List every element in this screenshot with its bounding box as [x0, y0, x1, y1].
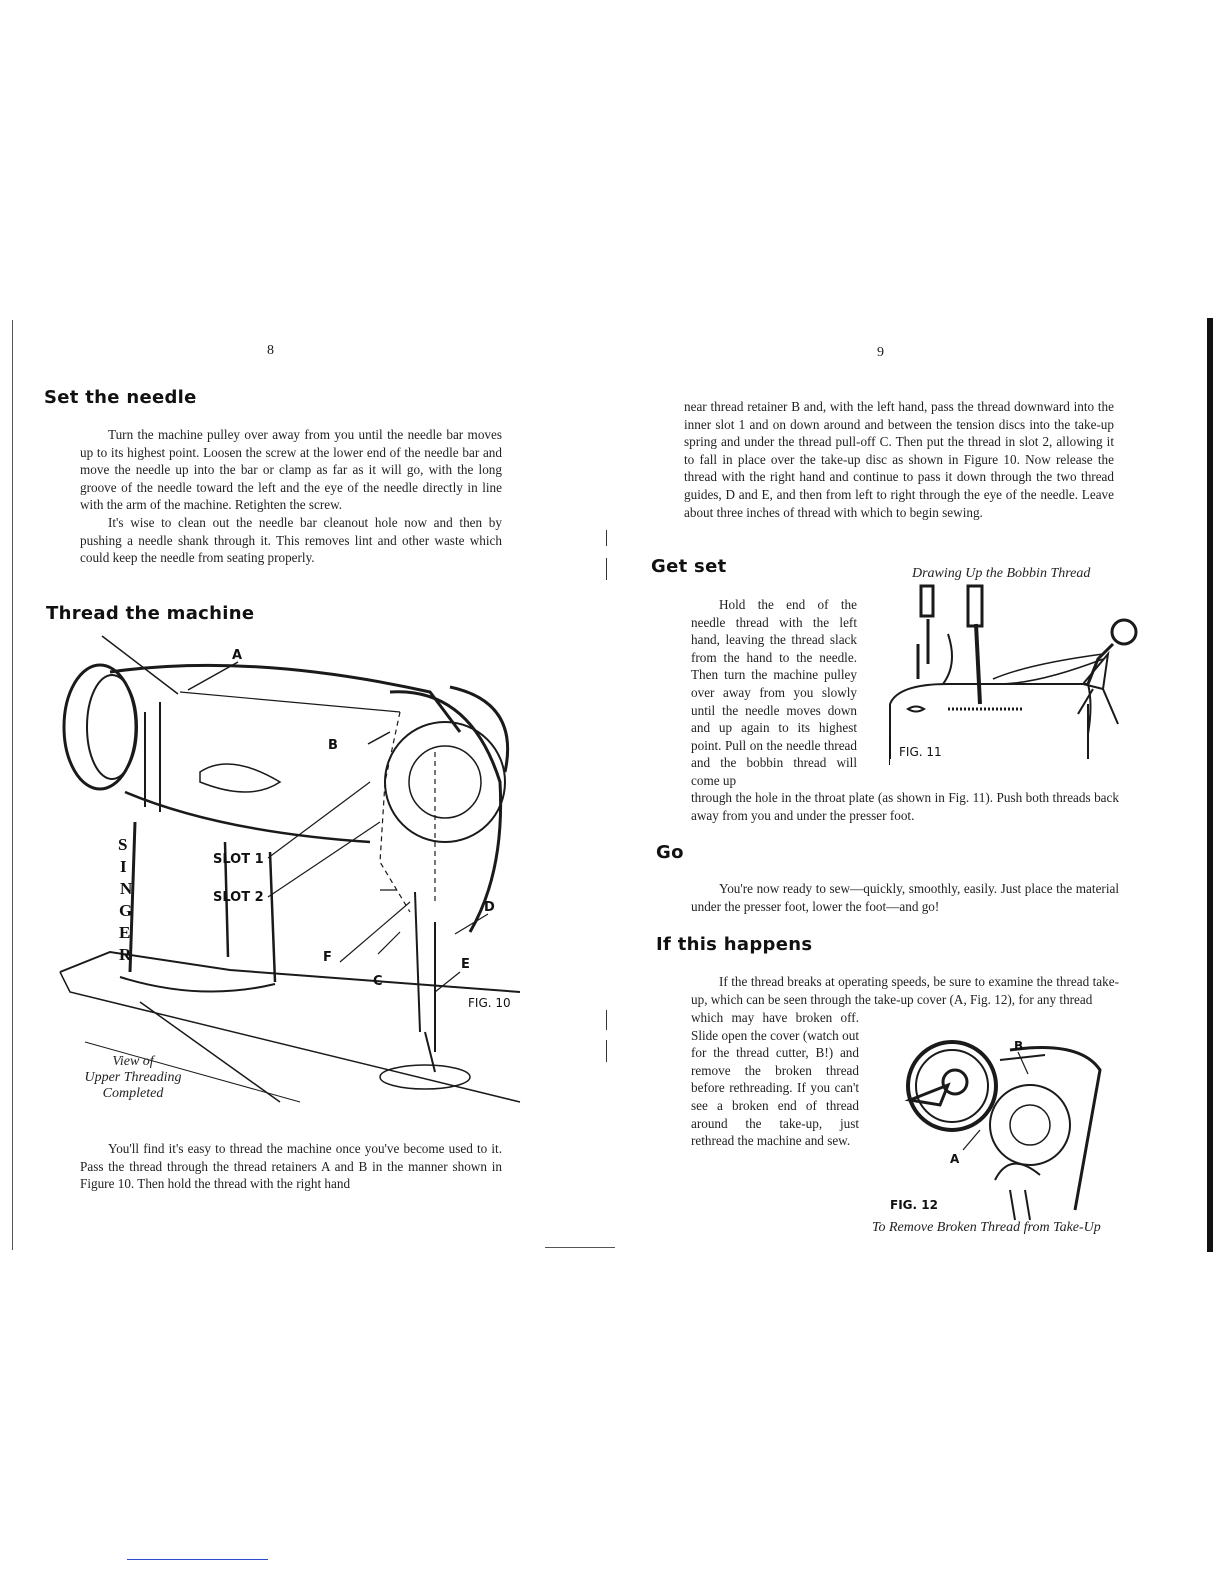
paragraph-continuation-get-set: through the hole in the throat plate (as shown in Fig. 11). Push both threads back away from you and under the presser foot. — [691, 790, 1119, 823]
gutter-mark — [606, 530, 607, 546]
fig10-callout-slot1: SLOT 1 — [213, 852, 264, 867]
fig12-callout-a: A — [950, 1152, 960, 1166]
thread-the-machine-text — [80, 1140, 502, 1193]
paragraph: Hold the end of the needle thread with the left hand, leaving the thread slack from the hand to the needle. Then turn the machine pulley over away from you slowly until the needle moves down and up again to its highest point. Pull on the needle thread and the bobbin thread will come up — [691, 597, 857, 788]
fig11-caption: Drawing Up the Bobbin Thread — [912, 566, 1091, 581]
fig10-label: FIG. 10 — [468, 996, 511, 1010]
set-the-needle-text — [80, 426, 502, 567]
right-scan-edge — [1207, 318, 1213, 1252]
paragraph: near thread retainer B and, with the left hand, pass the thread downward into the inner slot 1 and on down around and between the tension discs into the take-up spring and under the thread pull-off C. Then put the thread in slot 2, allowing it to fall in place over the take-up disc as shown in Figure 10. Now release the thread with the right hand and continue to pass it down through the two thread guides, D and E, and then from left to right through the eye of the needle. Leave about three inches of thread with which to begin sewing. — [684, 399, 1114, 520]
column-letter: R — [119, 945, 132, 964]
left-scan-edge — [12, 320, 13, 1250]
caption-line: Upper Threading — [84, 1070, 182, 1085]
paragraph: Turn the machine pulley over away from you until the needle bar moves up to its highest point. Loosen the screw at the lower end of the needle bar and move the needle up into the bar or clamp as far as it will go, with the long groove of the needle toward the left and the eye of the needle directly in line with the arm of the machine. Retighten the screw. — [80, 427, 502, 513]
paragraph: If the thread breaks at operating speeds, be sure to examine the thread take-up, which can be seen through the take-up cover (A, Fig. 12), for any thread — [691, 974, 1119, 1007]
if-this-happens-text — [691, 973, 1119, 1008]
fig10-callout-c: C — [373, 974, 383, 989]
column-letter: G — [119, 901, 133, 920]
fig10-callout-a: A — [232, 648, 243, 663]
column-letter: I — [120, 857, 127, 876]
go-text — [691, 880, 1119, 915]
fig10-callout-slot2: SLOT 2 — [213, 890, 264, 905]
section-heading-go: Go — [656, 842, 684, 863]
column-letter: E — [119, 923, 131, 942]
fig12-callout-b: B — [1014, 1039, 1024, 1053]
fig10-callout-e: E — [461, 957, 470, 972]
fig10-callout-b: B — [328, 738, 338, 753]
column-letter: N — [120, 879, 133, 898]
bottom-scan-link-line — [127, 1559, 268, 1560]
fig10-callout-f: F — [323, 950, 332, 965]
column-letter: S — [118, 835, 128, 854]
gutter-mark — [606, 1040, 607, 1062]
section-heading-set-the-needle: Set the needle — [44, 387, 197, 408]
page-number-right: 9 — [877, 345, 884, 360]
gutter-mark — [606, 1010, 607, 1030]
fig11-bobbin-illustration — [888, 584, 1146, 764]
paragraph: It's wise to clean out the needle bar cleanout hole now and then by pushing a needle shank through it. This removes lint and other waste which could keep the needle from seating properly. — [80, 514, 502, 566]
paragraph: You're now ready to sew—quickly, smoothly, easily. Just place the material under the presser foot, lower the foot—and go! — [691, 881, 1119, 914]
caption-line: Completed — [102, 1086, 164, 1101]
section-heading-get-set: Get set — [651, 556, 727, 577]
fig12-caption: To Remove Broken Thread from Take-Up — [872, 1220, 1101, 1235]
gutter-mark — [606, 558, 607, 580]
get-set-text-wrapped — [691, 596, 857, 790]
section-heading-if-this-happens: If this happens — [656, 934, 813, 955]
fig11-label: FIG. 11 — [899, 745, 942, 759]
paragraph-continuation-if-this-happens: which may have broken off. Slide open the cover (watch out for the thread cutter, B!) and remove the broken thread before rethreading. If you can't see a broken end of thread around the take-up, just rethread the machine and sew. — [691, 1010, 859, 1149]
fig10-sewing-machine-illustration — [50, 632, 520, 1107]
fig12-text-wrap-mask — [862, 1027, 1112, 1199]
threading-continuation-text — [684, 398, 1114, 521]
paragraph: You'll find it's easy to thread the machine once you've become used to it. Pass the thread through the thread retainers A and B in the manner shown in Figure 10. Then hold the thread with the right hand — [80, 1141, 502, 1192]
fig11-frame-left — [889, 735, 890, 765]
bottom-smudge — [545, 1247, 615, 1248]
section-heading-thread-the-machine: Thread the machine — [46, 603, 255, 624]
page-number-left: 8 — [267, 343, 274, 358]
fig10-caption — [78, 1054, 188, 1102]
caption-line: View of — [112, 1054, 154, 1069]
fig12-label: FIG. 12 — [890, 1198, 938, 1212]
fig10-callout-d: D — [484, 900, 495, 915]
